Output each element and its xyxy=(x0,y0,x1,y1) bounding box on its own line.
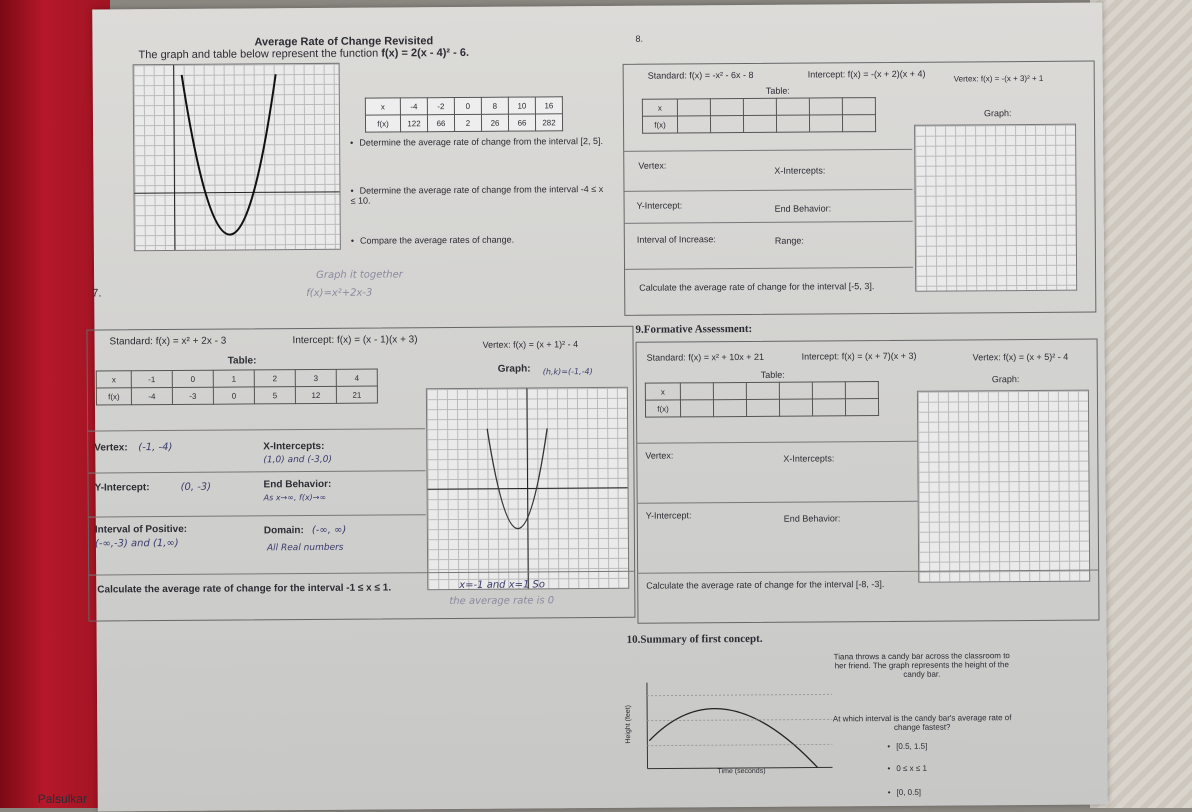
p8-increase: Interval of Increase: xyxy=(636,234,716,245)
bullet-2: • Determine the average rate of change from the interval -4 ≤ x ≤ 10. xyxy=(350,184,610,206)
table-cell: 2 xyxy=(454,114,481,131)
table-cell: 0 xyxy=(213,387,254,404)
p7-table xyxy=(96,369,378,406)
p7-domain: Domain: xyxy=(263,525,304,537)
p7-vertex-note: (h,k)=(-1,-4) xyxy=(542,367,593,377)
p10-curve xyxy=(624,679,838,780)
intro-text: The graph and table below represent the function f(x) = 2(x - 4)² - 6. xyxy=(138,46,470,62)
bullet-1: • Determine the average rate of change from the interval [2, 5]. xyxy=(350,136,610,148)
p7-vertex-ans: (-1, -4) xyxy=(138,441,173,454)
option-2[interactable]: • 0 ≤ x ≤ 1 xyxy=(887,764,926,773)
table-cell: f(x) xyxy=(365,115,400,132)
option-1[interactable]: • [0.5, 1.5] xyxy=(887,742,927,751)
p7-positive-ans: (-∞,-3) and (1,∞) xyxy=(94,537,179,550)
p8-end: End Behavior: xyxy=(774,203,832,214)
problem-7-box xyxy=(86,326,635,622)
table-cell: 12 xyxy=(295,386,336,403)
author-name: Palsulkar xyxy=(37,791,88,806)
table-cell: -4 xyxy=(400,98,427,115)
p8-range: Range: xyxy=(774,235,804,246)
p7-y-int-ans: (0, -3) xyxy=(180,481,212,493)
problem-9-box xyxy=(636,339,1100,624)
table-cell: 0 xyxy=(454,97,481,114)
p7-y-int: Y-Intercept: xyxy=(94,482,150,494)
bullet-3: • Compare the average rates of change. xyxy=(351,234,611,246)
p8-table: x f(x) xyxy=(642,97,876,134)
option-3[interactable]: • [0, 0.5] xyxy=(888,788,921,797)
p9-x-int: X-Intercepts: xyxy=(783,453,835,464)
table-cell: 66 xyxy=(508,114,535,131)
p7-domain-ans: (-∞, ∞) xyxy=(311,524,347,537)
p8-y-int: Y-Intercept: xyxy=(636,200,683,211)
p9-vertex-form: Vertex: f(x) = (x + 5)² - 4 xyxy=(972,351,1069,363)
p10-xlabel: Time (seconds) xyxy=(717,767,766,776)
p7-positive: Interval of Positive: xyxy=(94,523,188,536)
p7-calc: Calculate the average rate of change for the interval -1 ≤ x ≤ 1. xyxy=(97,582,392,596)
p9-vertex: Vertex: xyxy=(645,450,674,461)
p7-intercept: Intercept: f(x) = (x - 1)(x + 3) xyxy=(292,334,418,347)
table-cell: 10 xyxy=(508,97,535,114)
p9-calc: Calculate the average rate of change for the interval [-8, -3]. xyxy=(646,579,885,591)
page-title: Average Rate of Change Revisited xyxy=(254,35,434,49)
table-cell: 16 xyxy=(535,97,562,114)
p8-calc: Calculate the average rate of change for the interval [-5, 3]. xyxy=(639,281,875,293)
p7-graph xyxy=(426,387,629,590)
p7-standard: Standard: f(x) = x² + 2x - 3 xyxy=(109,335,227,348)
p7-vertex: Vertex: xyxy=(94,442,128,454)
p10-text: Tiana throws a candy bar across the classroom to her friend. The graph represents the height of the candy bar. xyxy=(833,651,1010,679)
scribble-function: f(x)=x²+2x-3 xyxy=(306,287,373,300)
p7-end-ans: As x→∞, f(x)→∞ xyxy=(263,492,327,503)
p10-title: 10.Summary of first concept. xyxy=(626,632,763,646)
table-cell: x xyxy=(365,98,400,115)
table-cell: 0 xyxy=(172,370,213,387)
table-cell: -1 xyxy=(131,370,172,387)
p9-end: End Behavior: xyxy=(783,513,841,524)
p7-x-int: X-Intercepts: xyxy=(263,440,325,453)
table-cell: -2 xyxy=(427,98,454,115)
table-cell: -3 xyxy=(172,387,213,404)
table-cell: 122 xyxy=(400,115,427,132)
table-cell: 282 xyxy=(535,114,562,131)
scribble-note: Graph it together xyxy=(316,269,403,281)
rate-table xyxy=(365,96,563,132)
p8-vertex-form: Vertex: f(x) = -(x + 3)² + 1 xyxy=(953,73,1044,84)
p7-graph-label: Graph: xyxy=(497,363,531,375)
p7-end: End Behavior: xyxy=(263,478,332,491)
table-cell: 8 xyxy=(481,97,508,114)
table-cell: 66 xyxy=(427,115,454,132)
p9-intercept: Intercept: f(x) = (x + 7)(x + 3) xyxy=(801,350,917,362)
table-cell: f(x) xyxy=(96,388,131,405)
p9-table: x f(x) xyxy=(645,381,879,418)
problem-7-number: 7. xyxy=(92,287,102,300)
table-cell: x xyxy=(96,371,131,388)
p8-standard: Standard: f(x) = -x² - 6x - 8 xyxy=(647,69,754,81)
p8-x-int: X-Intercepts: xyxy=(774,165,826,176)
table-cell: -4 xyxy=(131,387,172,404)
p9-title: 9.Formative Assessment: xyxy=(635,322,753,336)
table-cell: 4 xyxy=(336,369,377,386)
p10-question: At which interval is the candy bar's average rate of change fastest? xyxy=(832,713,1012,732)
p8-intercept: Intercept: f(x) = -(x + 2)(x + 4) xyxy=(807,68,926,80)
p7-parabola xyxy=(427,388,628,589)
p7-calc-ans: x=-1 and x=1 So xyxy=(459,579,546,591)
problem-8-box xyxy=(623,61,1097,316)
parabola-curve xyxy=(134,64,340,250)
table-cell: 21 xyxy=(336,386,377,403)
p8-table-label: Table: xyxy=(765,85,790,96)
p9-standard: Standard: f(x) = x² + 10x + 21 xyxy=(646,351,765,363)
table-cell: 1 xyxy=(213,370,254,387)
table-cell: 3 xyxy=(295,369,336,386)
table-cell: 5 xyxy=(254,387,295,404)
p9-graph-label: Graph: xyxy=(991,374,1020,385)
p7-table-label: Table: xyxy=(227,355,257,367)
p8-graph xyxy=(914,124,1077,292)
worksheet xyxy=(37,2,1108,811)
p9-table-label: Table: xyxy=(760,369,785,380)
p9-y-int: Y-Intercept: xyxy=(645,510,692,521)
p10-ylabel: Height (feet) xyxy=(624,705,633,744)
p7-domain-note: All Real numbers xyxy=(266,542,344,554)
table-cell: 26 xyxy=(481,114,508,131)
problem-8-number: 8. xyxy=(635,33,643,44)
p9-graph xyxy=(917,390,1090,583)
table-cell: 2 xyxy=(254,370,295,387)
p7-x-int-ans: (1,0) and (-3,0) xyxy=(263,454,332,466)
p8-vertex: Vertex: xyxy=(638,160,667,171)
p10-graph xyxy=(624,679,838,780)
parabola-graph xyxy=(133,63,341,251)
p8-graph-label: Graph: xyxy=(983,108,1012,119)
p7-vertex-form: Vertex: f(x) = (x + 1)² - 4 xyxy=(482,339,579,350)
p7-calc-ans2: the average rate is 0 xyxy=(449,595,555,608)
